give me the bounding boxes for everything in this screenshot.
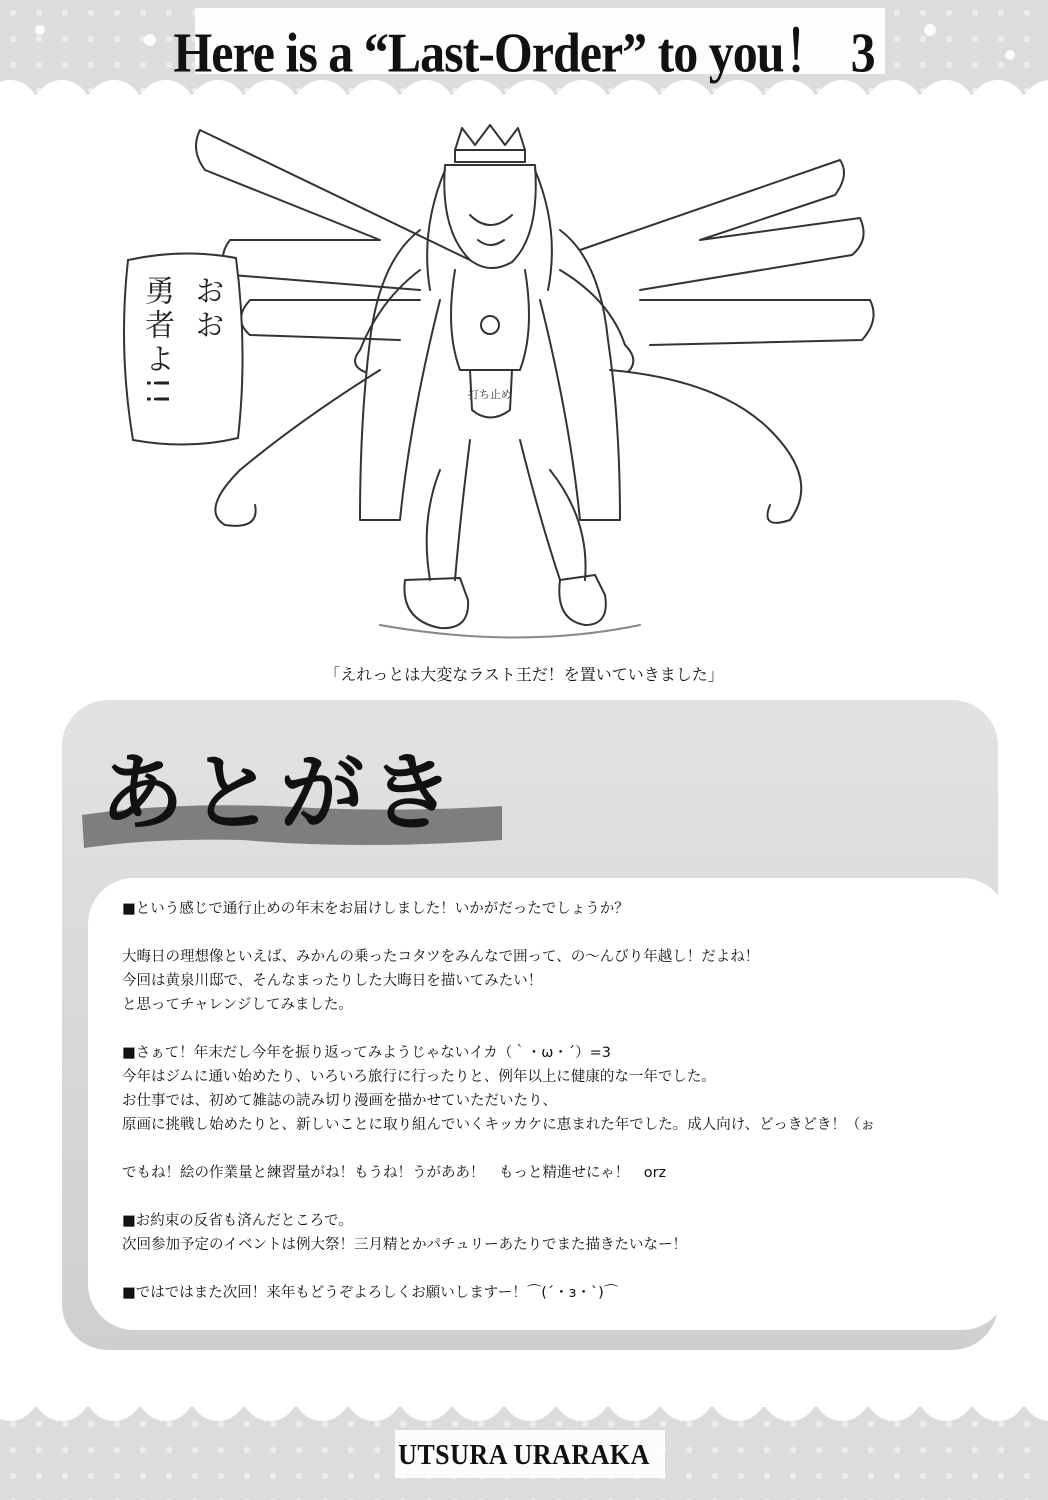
chapter-number: 3 [850,21,875,84]
legs [427,440,586,580]
paragraph-line: と思ってチャレンジしてみました。 [122,997,353,1013]
author-name: UTSURA URARAKA [398,1438,650,1471]
paragraph-line: 今年はジムに通い始めたり、いろいろ旅行に行ったりと、例年以上に健康的な一年でした。 [122,1069,716,1085]
paragraph-line: ■という感じで通行止めの年末をお届けしました！いかがだったでしょうか？ [122,901,629,917]
paragraph-line: 次回参加予定のイベントは例大祭！三月精とかパチュリーあたりでまた描きたいなー！ [122,1237,688,1253]
torso [451,270,529,370]
paragraph-line: 大晦日の理想像といえば、みかんの乗ったコタツをみんなで囲って、の～んびり年越し！だよね！ [122,949,760,965]
belt-label: 打ち止め [468,388,512,401]
speech-line-1: おお [189,275,224,343]
cloak [360,230,620,520]
paragraph-line: 今回は黄泉川邸で、そんなまったりした大晦日を描いてみたい！ [122,973,543,989]
illustration-caption: 「えれっとは大変なラスト王だ！を置いていきました」 [324,665,724,684]
afterword-body [122,897,992,1305]
speech-text [118,275,228,445]
page-title [0,8,1048,89]
right-wing-upper [580,160,864,290]
paragraph-line: お仕事では、初めて雑誌の読み切り漫画を描かせていただいたり、 [122,1093,557,1109]
right-wing-lower [640,300,874,345]
afterword-title: あとがき [100,744,461,842]
paragraph-line: ■お約束の反省も済んだところで。 [122,1213,353,1229]
crown [455,125,525,150]
left-wing-lower [241,300,420,340]
paragraph-line: でもね！絵の作業量と練習量がね！もうね！うがああ！ もっと精進せにゃ！ orz [122,1165,667,1181]
speech-line-2: 勇者よ!! [139,275,174,410]
head [444,165,535,268]
title-text: Here is a “Last-Order” to you！ [173,21,833,84]
paragraph-line: 原画に挑戦し始めたりと、新しいことに取り組んでいくキッカケに恵まれた年でした。成人向け、どっきどき！（ぉ [122,1117,875,1133]
paragraph-line: ■さぁて！年末だし今年を振り返ってみようじゃないイカ（｀・ω・´）=3 [122,1045,612,1061]
paragraph-line: ■ではではまた次回！来年もどうぞよろしくお願いしますー！⌒(´・з・`)⌒ [122,1285,619,1301]
right-tentacle [610,370,801,523]
boots [404,575,605,628]
